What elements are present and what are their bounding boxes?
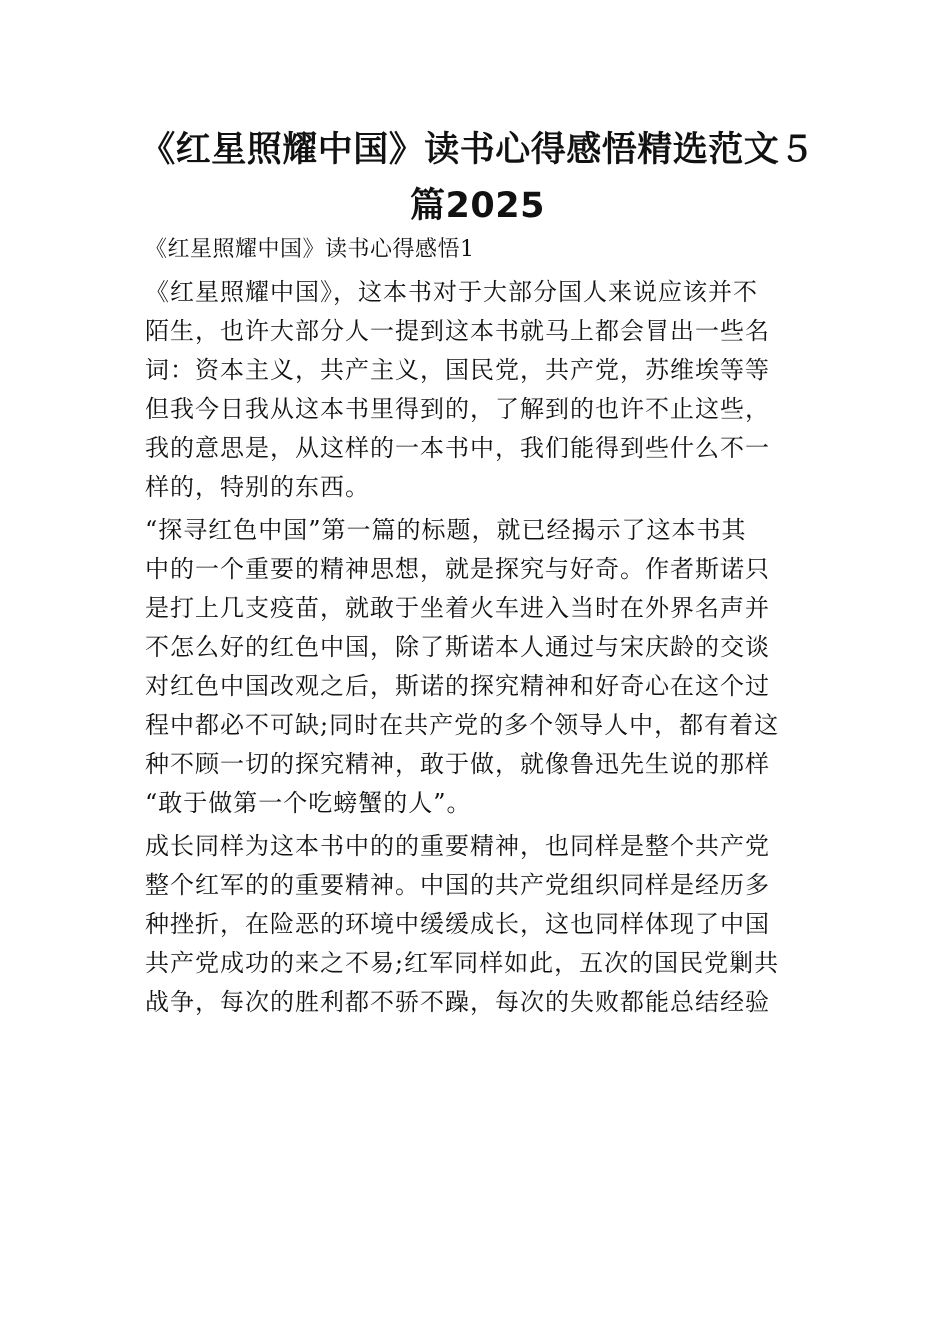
text-line: 战争，每次的胜利都不骄不躁，每次的失败都能总结经验 (145, 988, 770, 1016)
text-line: 种不顾一切的探究精神，敢于做，就像鲁迅先生说的那样 (145, 750, 770, 778)
text-line: 中的一个重要的精神思想，就是探究与好奇。作者斯诺只 (145, 555, 770, 583)
text-line: 种挫折，在险恶的环境中缓缓成长，这也同样体现了中国 (145, 910, 770, 938)
text-line: 对红色中国改观之后，斯诺的探究精神和好奇心在这个过 (145, 672, 770, 700)
text-line: “敢于做第一个吃螃蟹的人”。 (145, 789, 472, 817)
text-line: 整个红军的的重要精神。中国的共产党组织同样是经历多 (145, 871, 770, 899)
document-body (145, 233, 810, 1026)
text-line: 但我今日我从这本书里得到的，了解到的也许不止这些， (145, 395, 770, 423)
text-line: 样的，特别的东西。 (145, 473, 370, 501)
text-line: 不怎么好的红色中国，除了斯诺本人通过与宋庆龄的交谈 (145, 633, 770, 661)
paragraph-3 (145, 827, 810, 1022)
document-title (140, 122, 815, 234)
section-heading: 《红星照耀中国》读书心得感悟1 (145, 237, 475, 262)
title-line: 《红星照耀中国》读书心得感悟精选范文５ (140, 130, 815, 170)
paragraph-2 (145, 511, 810, 823)
text-line: 我的意思是，从这样的一本书中，我们能得到些什么不一 (145, 434, 770, 462)
text-line: 《红星照耀中国》，这本书对于大部分国人来说应该并不 (145, 278, 758, 306)
text-line: 词：资本主义，共产主义，国民党，共产党，苏维埃等等 (145, 356, 770, 384)
text-line: “探寻红色中国”第一篇的标题，就已经揭示了这本书其 (145, 516, 747, 544)
text-line: 共产党成功的来之不易;红军同样如此，五次的国民党剿共 (145, 949, 780, 977)
text-line: 是打上几支疫苗，就敢于坐着火车进入当时在外界名声并 (145, 594, 770, 622)
text-line: 成长同样为这本书中的的重要精神，也同样是整个共产党 (145, 832, 770, 860)
text-line: 程中都必不可缺;同时在共产党的多个领导人中，都有着这 (145, 711, 780, 739)
paragraph-1 (145, 273, 810, 507)
title-line: 篇2025 (410, 186, 545, 226)
text-line: 陌生，也许大部分人一提到这本书就马上都会冒出一些名 (145, 317, 770, 345)
